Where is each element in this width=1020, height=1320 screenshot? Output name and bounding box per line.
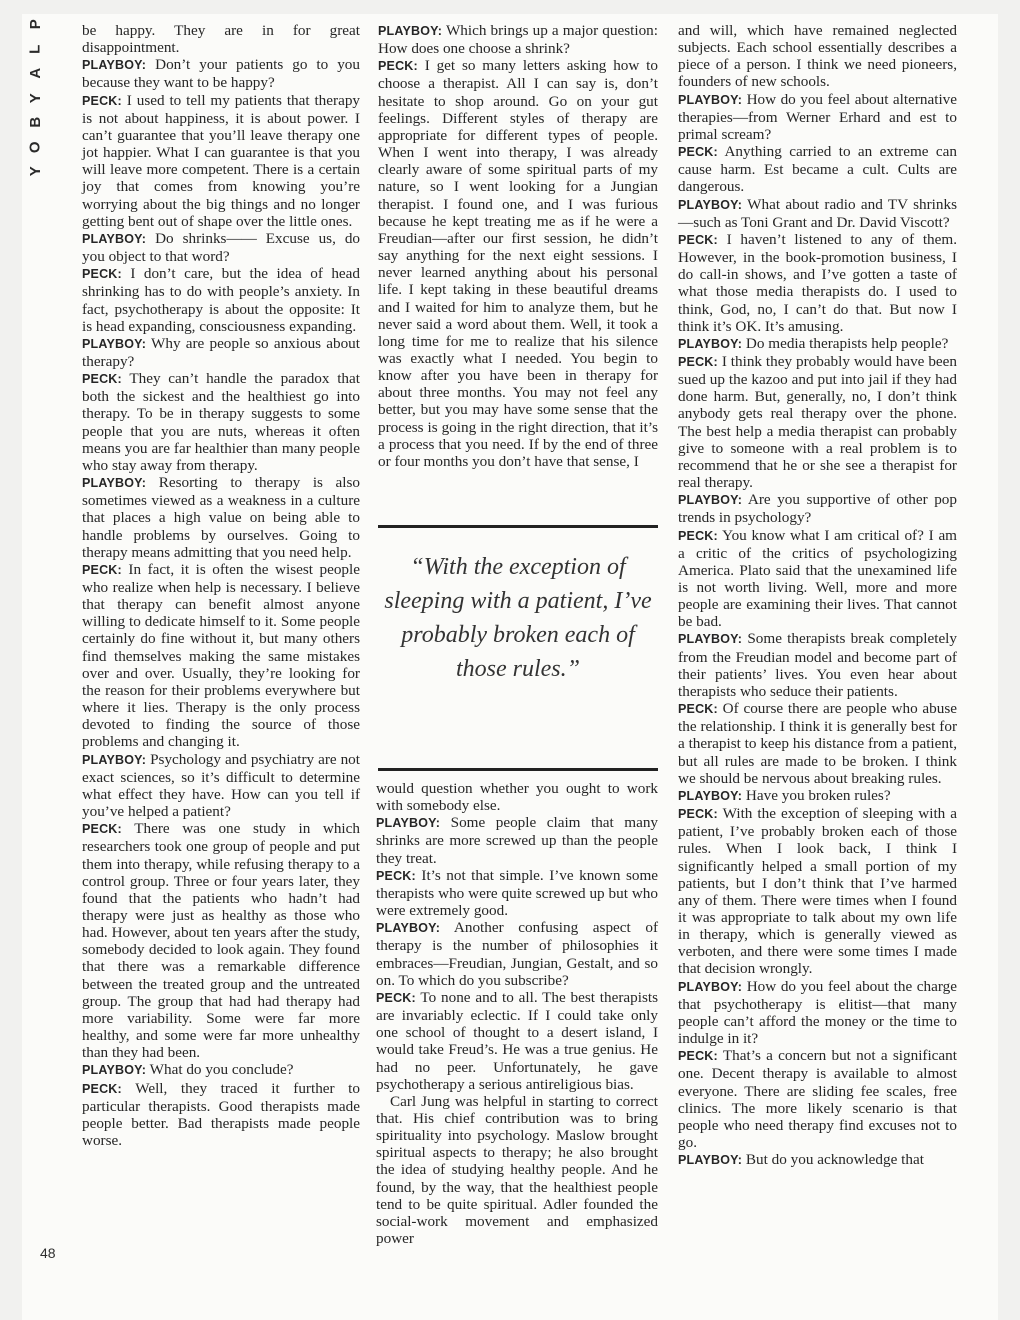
- speaker-label: PLAYBOY:: [82, 752, 147, 767]
- interview-paragraph: [82, 265, 360, 335]
- paragraph-text: It’s not that simple. I’ve known some therapists who were quite screwed up but who were extremely good.: [376, 866, 659, 920]
- interview-paragraph: [82, 1061, 360, 1079]
- interview-paragraph: [376, 867, 658, 919]
- column-2-top: [378, 22, 658, 470]
- interview-paragraph: [678, 1047, 957, 1151]
- interview-paragraph: [82, 335, 360, 370]
- interview-paragraph: [376, 989, 658, 1093]
- speaker-label: PLAYBOY:: [376, 921, 441, 936]
- speaker-label: PECK:: [678, 354, 718, 369]
- paragraph-text: How do you feel about alternative therapies—from Werner Erhard and est to primal scream?: [678, 90, 957, 143]
- paragraph-text: Do shrinks—— Excuse us, do you object to that word?: [82, 229, 361, 266]
- speaker-label: PLAYBOY:: [82, 476, 147, 491]
- speaker-label: PECK:: [82, 267, 122, 282]
- speaker-label: PECK:: [678, 807, 718, 822]
- interview-paragraph: [82, 370, 360, 474]
- interview-paragraph: [82, 474, 360, 561]
- interview-paragraph: [82, 820, 360, 1061]
- speaker-label: PECK:: [376, 990, 416, 1005]
- interview-paragraph: [376, 1093, 658, 1247]
- speaker-label: PECK:: [678, 232, 718, 247]
- speaker-label: PECK:: [82, 562, 122, 577]
- speaker-label: PLAYBOY:: [82, 58, 147, 73]
- interview-paragraph: [82, 56, 360, 91]
- interview-paragraph: [678, 491, 957, 526]
- paragraph-text: would question whether you ought to work with somebody else.: [376, 780, 658, 815]
- paragraph-text: I get so many letters asking how to choose a therapist. All I can say is, don’t hesitate to shop around. Go on your gut feelings. Different styles of therapy are appropriate for different types of people. When I went into therapy, I was already clearly aware of some spiritual parts of my nature, so I went looking for a Jungian therapist. I found one, and I was furious because he kept treating me as if he were a Freudian—after our first session, he didn’t say anything for the next eight sessions. I never learned anything about his personal life. I kept taking in these beautiful dreams and I waited for him to analyze them, but he never said a word about them. Well, it took a long time for me to realize that his silence was exactly what I needed. You begin to know after you have been in therapy for about three months. You may not feel any better, but you may have some sense that the process is going in the right direction, that it’s a process that you need. If by the end of three or four months you don’t have that sense, I: [378, 57, 658, 470]
- paragraph-text: There was one study in which researchers took one group of people and put them into therapy, while refusing therapy to a control group. Three or four years later, they found that the patients who hadn’t had therapy were just as healthy as those who had. However, about ten years after the study, somebody decided to look again. They found that there was a remarkable difference between the treated group and the untreated group. The group that had had therapy had more variability. Some were far more healthy, and some were far more unhealthy than they had been.: [82, 820, 360, 1062]
- speaker-label: PECK:: [678, 1049, 718, 1064]
- interview-paragraph: [82, 561, 360, 751]
- speaker-label: PLAYBOY:: [678, 197, 743, 212]
- paragraph-text: What do you conclude?: [149, 1061, 294, 1079]
- paragraph-text: You know what I am critical of? I am a critic of the critics of psychologizing America. Plato said that the unexamined life is not worth living. Well, more and more people are examining their lives. That cannot be bad.: [678, 526, 957, 631]
- column-2-bottom: [376, 780, 658, 1247]
- interview-paragraph: [82, 230, 360, 265]
- interview-paragraph: [678, 978, 957, 1048]
- interview-paragraph: [376, 780, 658, 814]
- paragraph-text: Don’t your patients go to you because they want to be happy?: [82, 56, 360, 92]
- interview-paragraph: [678, 1151, 957, 1169]
- masthead-letter: Y: [26, 92, 44, 103]
- speaker-label: PLAYBOY:: [82, 336, 147, 351]
- interview-paragraph: [378, 22, 658, 57]
- interview-paragraph: [376, 919, 658, 989]
- masthead-letter: Y: [26, 166, 44, 177]
- speaker-label: PECK:: [378, 59, 418, 74]
- interview-paragraph: [678, 231, 957, 335]
- speaker-label: PLAYBOY:: [678, 336, 743, 351]
- masthead-letter: B: [26, 116, 44, 128]
- paragraph-text: To none and to all. The best therapists are invariably eclectic. If I could take only one school of thought to a desert island, I would take Freud’s. He was a true genius. He had no peer. Unfortunately, he gave psychotherapy a serious antireligious bias.: [376, 988, 658, 1093]
- paragraph-text: Well, they traced it further to particular therapists. Good therapists made people better. Bad therapists made people worse.: [82, 1079, 360, 1149]
- speaker-label: PLAYBOY:: [678, 493, 743, 508]
- paragraph-text: What about radio and TV shrinks—such as Toni Grant and Dr. David Viscott?: [678, 195, 957, 231]
- interview-paragraph: [82, 1080, 360, 1150]
- speaker-label: PLAYBOY:: [678, 979, 743, 994]
- interview-paragraph: [82, 92, 360, 230]
- speaker-label: PLAYBOY:: [376, 816, 441, 831]
- interview-paragraph: [678, 335, 957, 353]
- paragraph-text: I think they probably would have been sued up the kazoo and put into jail if they had done harm. But, generally, no, I don’t think anybody gets real therapy over the phone. The best help a media therapist can probably give to someone with a real problem is to recommend that he or she see a therapist for real therapy.: [678, 352, 957, 492]
- paragraph-text: But do you acknowledge that: [745, 1151, 924, 1169]
- paragraph-text: I used to tell my patients that therapy is not about happiness, it is about power. I can’t guarantee that you’ll leave therapy one jot happier. What I can guarantee is that you will leave more competent. There is a certain joy that comes from knowing you’re worrying about the big things and no longer getting bent out of shape over the little ones.: [82, 91, 361, 230]
- paragraph-text: Are you supportive of other pop trends in psychology?: [678, 491, 957, 527]
- speaker-label: PECK:: [82, 1081, 122, 1096]
- interview-paragraph: [376, 814, 658, 866]
- speaker-label: PLAYBOY:: [678, 92, 743, 107]
- paragraph-text: Which brings up a major question: How does one choose a shrink?: [378, 22, 658, 58]
- speaker-label: PECK:: [82, 372, 122, 387]
- speaker-label: PLAYBOY:: [378, 24, 443, 38]
- interview-paragraph: [678, 353, 957, 491]
- paragraph-text: I haven’t listened to any of them. However, in the book-promotion business, I do call-in shows, and I’ve gotten a taste of what those media therapists do. I used to think, God, no, I can’t do that. But now I think it’s OK. It’s amusing.: [678, 230, 958, 335]
- paragraph-text: Some people claim that many shrinks are more screwed up than the people they treat.: [376, 814, 659, 867]
- paragraph-text: and will, which have remained neglected subjects. Each school essentially describes a piece of a person. I think we need pioneers, founders of new schools.: [678, 22, 957, 91]
- paragraph-text: Anything carried to an extreme can cause harm. Est became a cult. Cults are dangerous.: [678, 143, 957, 196]
- masthead-letter: A: [26, 67, 44, 79]
- interview-paragraph: [678, 630, 957, 700]
- interview-paragraph: [678, 527, 957, 631]
- interview-paragraph: [678, 196, 957, 231]
- paragraph-text: Why are people so anxious about therapy?: [82, 334, 360, 370]
- speaker-label: PECK:: [376, 868, 416, 883]
- paragraph-text: Some therapists break completely from the Freudian model and become part of their patients’ lives. You even hear about therapists who seduce their patients.: [678, 630, 957, 700]
- masthead-letter: O: [26, 140, 44, 153]
- paragraph-text: I don’t care, but the idea of head shrinking has to do with people’s anxiety. In fact, psychotherapy is about the opposite: It is head expanding, consciousness expanding.: [82, 265, 360, 335]
- pull-quote-text: “With the exception of sleeping with a patient, I’ve probably broken each of those rules.”: [384, 554, 652, 682]
- column-1: [82, 22, 360, 1149]
- speaker-label: PECK:: [678, 702, 718, 717]
- speaker-label: PECK:: [82, 822, 122, 837]
- paragraph-text: In fact, it is often the wisest people who realize when help is necessary. I believe that therapy can benefit almost anyone willing to dedicate himself to it. Some people certainly do fine without it, but many others find themselves making the same mistakes over and over. Usually, they’re looking for the reason for their problems everywhere but where it lies. Therapy is the only process devoted to finding the source of those problems and changing it.: [82, 560, 360, 751]
- speaker-label: PLAYBOY:: [82, 1063, 147, 1078]
- interview-paragraph: [678, 700, 957, 787]
- interview-paragraph: [678, 805, 957, 978]
- paragraph-text: That’s a concern but not a significant one. Decent therapy is available to almost everyone. There are sliding fee scales, free clinics. The more likely scenario is that people who need therapy find excuses not to go.: [678, 1047, 957, 1151]
- page-number: 48: [40, 1245, 56, 1261]
- speaker-label: PLAYBOY:: [82, 231, 147, 246]
- interview-paragraph: [82, 22, 360, 56]
- paragraph-text: With the exception of sleeping with a patient, I’ve probably broken each of those rules. When I look back, I think I significantly helped a small portion of my patients, but I don’t think that I’ve harmed any of them. There were times when I found it was appropriate to talk about my own life in therapy, which is generally viewed as verboten, and there were some times I made that decision wrongly.: [678, 805, 957, 978]
- interview-paragraph: [378, 57, 658, 470]
- paragraph-text: Of course there are people who abuse the relationship. I think it is generally best for a therapist to keep his distance from a patient, but all rules are made to be broken. I think we should be nervous about breaking rules.: [678, 700, 957, 787]
- interview-paragraph: [678, 143, 957, 195]
- paragraph-text: How do you feel about the charge that psychotherapy is elitist—that many people can’t afford the money or the time to indulge in it?: [678, 977, 958, 1048]
- speaker-label: PECK:: [82, 93, 122, 108]
- interview-paragraph: [678, 22, 957, 91]
- paragraph-text: be happy. They are in for great disappointment.: [82, 22, 360, 57]
- paragraph-text: Resorting to therapy is also sometimes viewed as a weakness in a culture that places a high value on being able to handle problems by ourselves. Going to therapy means admitting that you need help.: [82, 474, 360, 561]
- speaker-label: PLAYBOY:: [678, 788, 743, 803]
- column-3: [678, 22, 957, 1169]
- pull-quote-box: [378, 525, 658, 771]
- paragraph-text: They can’t handle the paradox that both the sickest and the healthiest go into therapy. To be in therapy suggests to some people that you are nuts, whereas it often means you are far healthier than many people who stay away from therapy.: [82, 370, 360, 474]
- paragraph-text: Psychology and psychiatry are not exact sciences, so it’s difficult to determine what effect they have. How can you tell if you’ve helped a patient?: [82, 750, 360, 821]
- masthead-letter: P: [26, 19, 44, 30]
- speaker-label: PLAYBOY:: [678, 1153, 743, 1168]
- masthead-letter: L: [26, 44, 44, 54]
- paragraph-text: Another confusing aspect of therapy is the number of philosophies it embraces—Freudian, Jungian, Gestalt, and so on. To which do you subscribe?: [376, 919, 658, 989]
- interview-paragraph: [678, 91, 957, 143]
- masthead-vertical: [22, 12, 50, 184]
- interview-paragraph: [82, 751, 360, 821]
- speaker-label: PLAYBOY:: [678, 632, 743, 647]
- speaker-label: PECK:: [678, 145, 718, 160]
- interview-paragraph: [678, 787, 957, 805]
- speaker-label: PECK:: [678, 528, 718, 543]
- paragraph-text: Have you broken rules?: [745, 786, 891, 804]
- paragraph-text: Carl Jung was helpful in starting to correct that. His chief contribution was to bring spirituality into psychology. Maslow brought spiritual aspects to therapy; he also brought the idea of studying healthy people. And he found, by the way, that the healthiest people tend to be quite spiritual. Adler founded the social-work movement and emphasized power: [376, 1092, 658, 1248]
- paragraph-text: Do media therapists help people?: [745, 334, 949, 352]
